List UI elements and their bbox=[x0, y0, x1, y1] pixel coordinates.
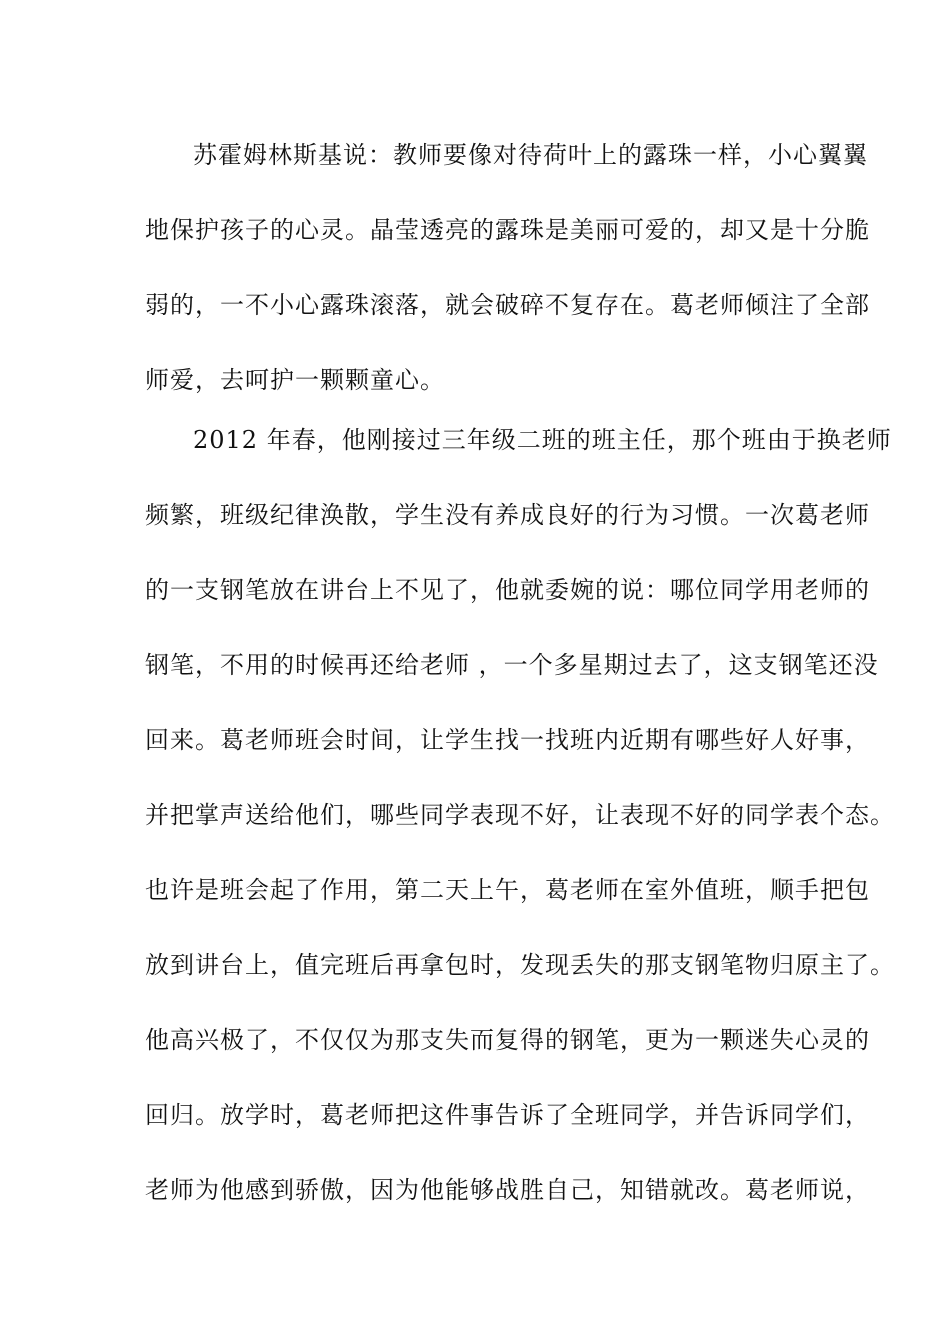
text-line: 老师为他感到骄傲，因为他能够战胜自己，知错就改。葛老师说， bbox=[145, 1176, 870, 1204]
text-line: 苏霍姆林斯基说：教师要像对待荷叶上的露珠一样，小心翼翼 bbox=[193, 141, 868, 169]
text-line: 并把掌声送给他们，哪些同学表现不好，让表现不好的同学表个态。 bbox=[145, 801, 895, 829]
text-line: 师爱，去呵护一颗颗童心。 bbox=[145, 366, 445, 394]
text-line: 的一支钢笔放在讲台上不见了，他就委婉的说：哪位同学用老师的 bbox=[145, 576, 870, 604]
text-line: 钢笔，不用的时候再还给老师 ，一个多星期过去了，这支钢笔还没 bbox=[145, 651, 879, 679]
text-line: 2012 年春，他刚接过三年级二班的班主任，那个班由于换老师 bbox=[193, 426, 892, 454]
text-line: 也许是班会起了作用，第二天上午，葛老师在室外值班，顺手把包 bbox=[145, 876, 870, 904]
text-line: 回来。葛老师班会时间，让学生找一找班内近期有哪些好人好事， bbox=[145, 726, 870, 754]
text-line: 回归。放学时，葛老师把这件事告诉了全班同学，并告诉同学们， bbox=[145, 1101, 870, 1129]
text-line: 他高兴极了，不仅仅为那支失而复得的钢笔，更为一颗迷失心灵的 bbox=[145, 1026, 870, 1054]
text-line: 放到讲台上，值完班后再拿包时，发现丢失的那支钢笔物归原主了。 bbox=[145, 951, 895, 979]
text-line: 弱的，一不小心露珠滚落，就会破碎不复存在。葛老师倾注了全部 bbox=[145, 291, 870, 319]
text-line: 频繁，班级纪律涣散，学生没有养成良好的行为习惯。一次葛老师 bbox=[145, 501, 870, 529]
text-line: 地保护孩子的心灵。晶莹透亮的露珠是美丽可爱的，却又是十分脆 bbox=[145, 216, 870, 244]
